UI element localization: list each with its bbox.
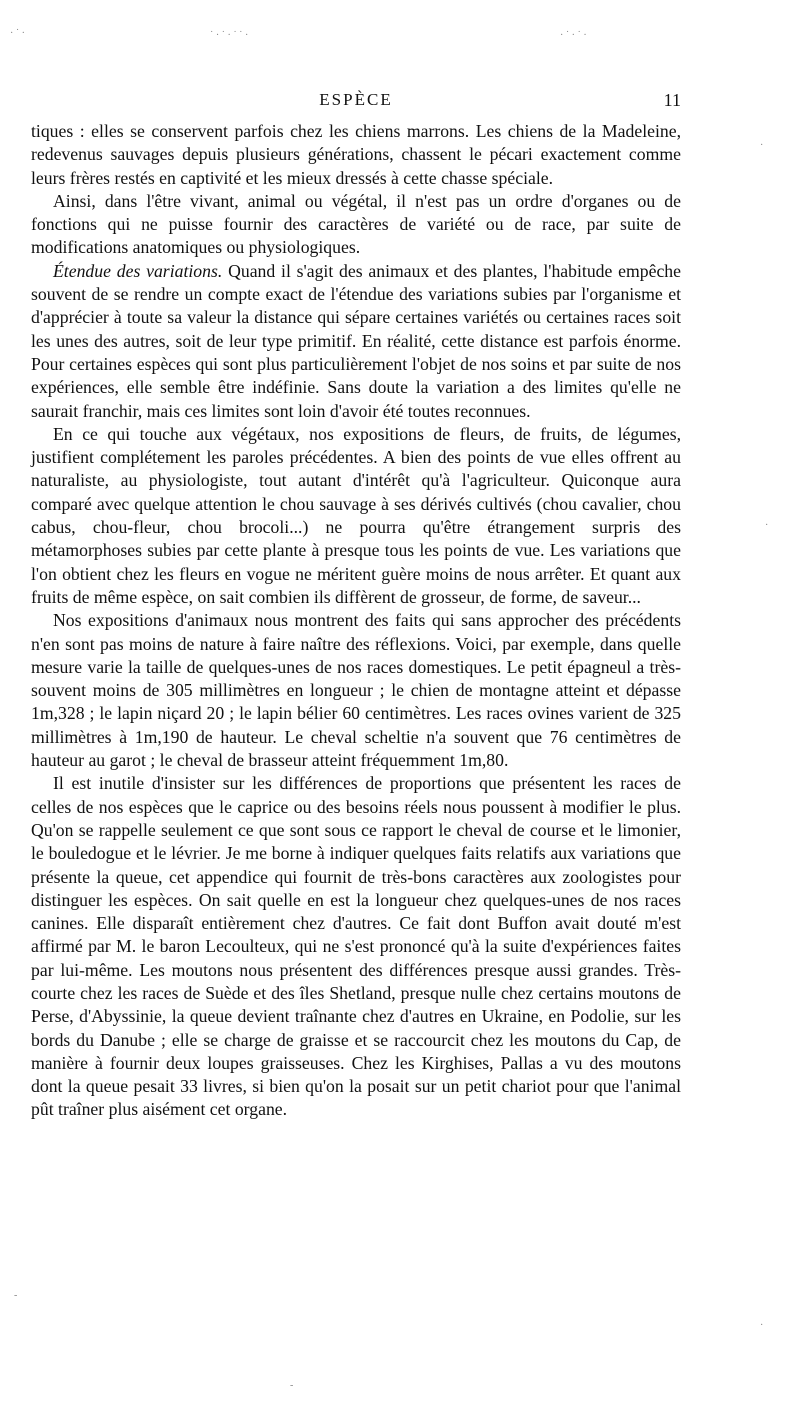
running-head: ESPÈCE: [319, 90, 393, 109]
scan-speck: ·: [765, 520, 769, 531]
scan-speck: · ˙ · ˙ ·: [560, 30, 587, 41]
scan-speck: ˙ · ˙ · ˙ ˙ ·: [210, 30, 249, 41]
paragraph-4: En ce qui touche aux végétaux, nos expositions de fleurs, de fruits, de légumes, justifient complétement les paroles précédentes. A bien des points de vue elles offrent au naturaliste, au physiologiste, tout autant d'intérêt qu'à l'agriculteur. Quiconque aura comparé avec quelque attention le chou sauvage à ses dérivés cultivés (chou cavalier, chou cabus, chou-fleur, chou brocoli...) ne pourra qu'être étrangement surpris des métamorphoses subies par cette plante à presque tous les points de vue. Les variations que l'on obtient chez les fleurs en vogue ne méritent guère moins de nous arrêter. Et quant aux fruits de même espèce, on sait combien ils diffèrent de grosseur, de forme, de saveur...: [31, 423, 681, 607]
page-number: 11: [663, 90, 681, 110]
paragraph-2: Ainsi, dans l'être vivant, animal ou végétal, il n'est pas un ordre d'organes ou de fonctions qui ne puisse fournir des caractères de variété ou de race, par suite de modifications anatomiques ou physiologiques.: [31, 190, 681, 258]
scan-speck: -: [290, 1380, 294, 1391]
paragraph-5: Nos expositions d'animaux nous montrent des faits qui sans approcher des précédents n'en sont pas moins de nature à faire naître des réflexions. Voici, par exemple, dans quelle mesure varie la taille de quelques-unes de nos races domestiques. Le petit épagneul a très-souvent moins de 305 millimètres en longueur ; le chien de montagne atteint et dépasse 1m,328 ; le lapin niçard 20 ; le lapin bélier 60 centimètres. Les races ovines varient de 325 millimètres à 1m,190 de hauteur. Le cheval scheltie n'a souvent que 76 centimètres de hauteur au garot ; le cheval de brasseur atteint fréquemment 1m,80.: [31, 610, 681, 771]
section-heading: Étendue des variations.: [53, 260, 223, 281]
paragraph-1: tiques : elles se conservent parfois chez les chiens marrons. Les chiens de la Madeleine, redevenus sauvages depuis plusieurs générations, chassent le pécari exactement comme leurs frères restés en captivité et les mieux dressés à cette chasse spéciale.: [31, 121, 681, 188]
scan-speck: ·: [760, 1320, 764, 1331]
paragraph-6: Il est inutile d'insister sur les différences de proportions que présentent les races de celles de nos espèces que le caprice ou des besoins réels nous poussent à modifier le plus. Qu'on se rappelle seulement ce que sont sous ce rapport le cheval de course et le limonier, le bouledogue et le lévrier. Je me borne à indiquer quelques faits relatifs aux variations que présente la queue, cet appendice qui fournit de très-bons caractères aux zoologistes pour distinguer les espèces. On sait quelle en est la longueur chez quelques-unes de nos races canines. Elle disparaît entièrement chez d'autres. Ce fait dont Buffon avait douté m'est affirmé par M. le baron Lecoulteux, qui ne s'est prononcé qu'à la suite d'expériences faites par lui-même. Les moutons nous présentent des différences presque aussi grandes. Très-courte chez les races de Suède et des îles Shetland, presque nulle chez certains moutons de Perse, d'Abyssinie, la queue devient traînante chez d'autres en Ukraine, en Podolie, sur les bords du Danube ; elle se charge de graisse et se raccourcit chez les moutons du Cap, de manière à fournir deux loupes graisseuses. Chez les Kirghises, Pallas a vu des moutons dont la queue pesait 33 livres, si bien qu'on la posait sur un petit chariot pour que l'animal pût traîner plus aisément cet organe.: [31, 773, 681, 1120]
scan-speck: -: [14, 1290, 18, 1301]
page-header: [31, 90, 681, 116]
body-text: [31, 120, 681, 1122]
scan-speck: · ˙ ·: [10, 28, 25, 39]
paragraph-3-text: Quand il s'agit des animaux et des plantes, l'habitude empêche souvent de se rendre un compte exact de l'étendue des variations subies par l'organisme et d'apprécier à toute sa valeur la distance qui sépare certaines variétés ou certaines races soit les unes des autres, soit de leur type primitif. En réalité, cette distance est parfois énorme. Pour certaines espèces qui sont plus particulièrement l'objet de nos soins et par suite de nos expériences, elle semble être indéfinie. Sans doute la variation a des limites qu'elle ne saurait franchir, mais ces limites sont loin d'avoir été toutes reconnues.: [31, 260, 681, 421]
scan-speck: ·: [760, 140, 764, 151]
paragraph-3: [31, 260, 681, 423]
